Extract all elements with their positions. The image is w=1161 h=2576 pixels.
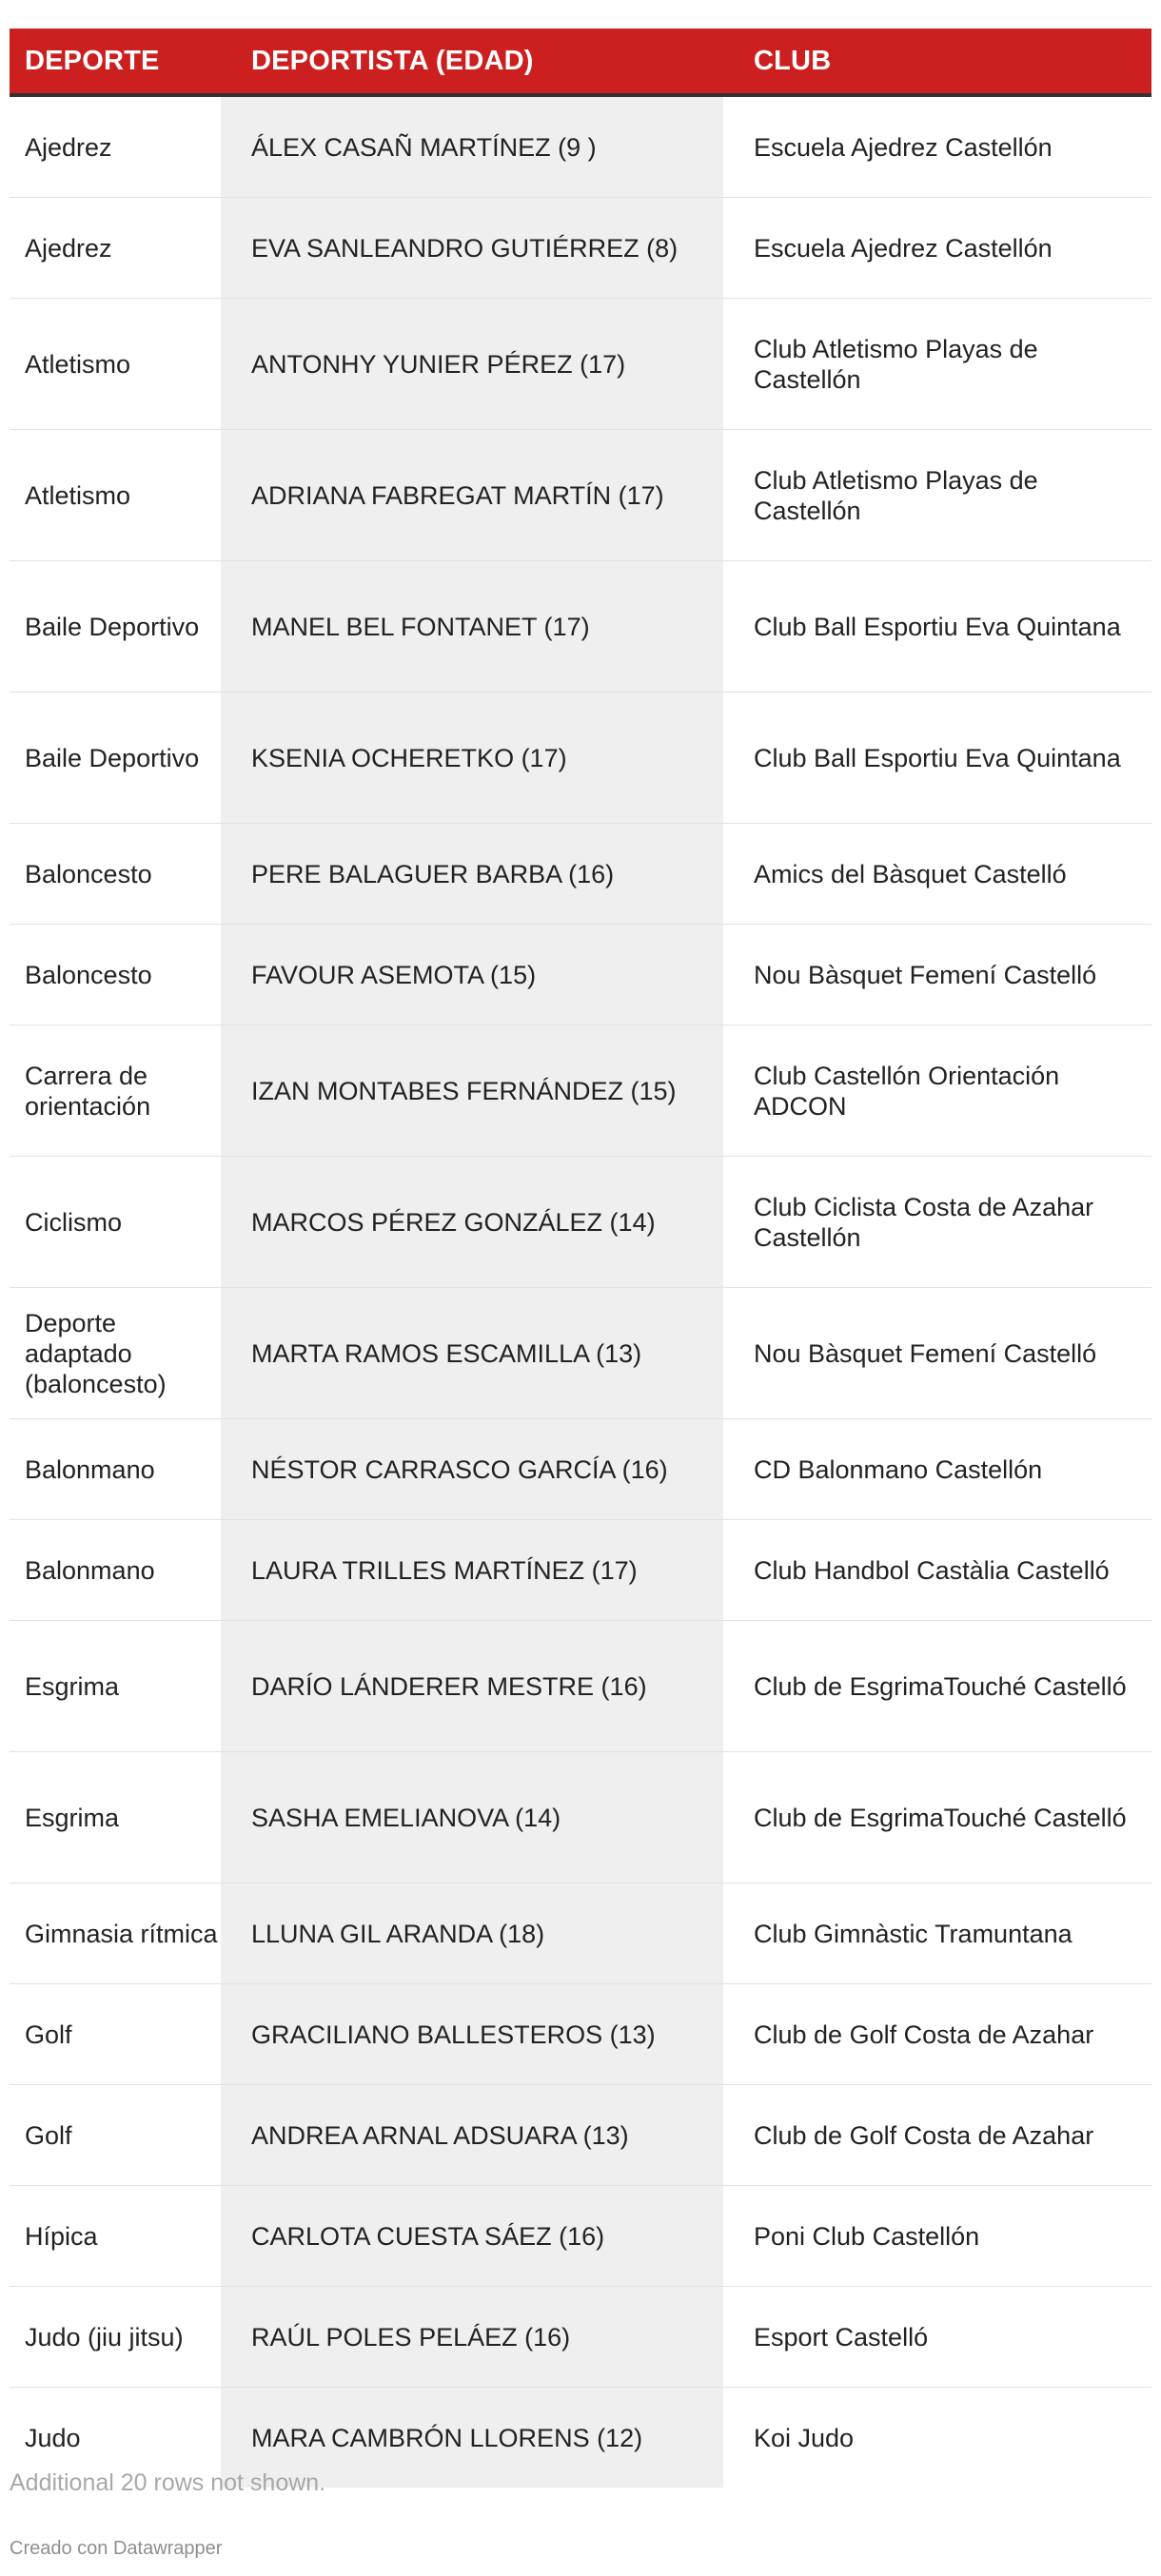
cell-club: Esport Castelló (723, 2287, 1151, 2388)
cell-athlete: SASHA EMELIANOVA (14) (221, 1752, 723, 1883)
table-row (10, 1621, 1151, 1752)
table-row (10, 1419, 1151, 1520)
cell-sport: Atletismo (10, 430, 221, 561)
cell-athlete: ANDREA ARNAL ADSUARA (13) (221, 2085, 723, 2186)
cell-sport: Esgrima (10, 1752, 221, 1883)
cell-sport: Ciclismo (10, 1157, 221, 1288)
column-header-club[interactable]: CLUB (723, 29, 1151, 95)
table-row (10, 1752, 1151, 1883)
cell-athlete: RAÚL POLES PELÁEZ (16) (221, 2287, 723, 2388)
cell-athlete: ADRIANA FABREGAT MARTÍN (17) (221, 430, 723, 561)
cell-athlete: IZAN MONTABES FERNÁNDEZ (15) (221, 1025, 723, 1157)
table-row (10, 1157, 1151, 1288)
cell-sport: Carrera de orientación (10, 1025, 221, 1157)
cell-athlete: MARCOS PÉREZ GONZÁLEZ (14) (221, 1157, 723, 1288)
cell-club: Club Ball Esportiu Eva Quintana (723, 561, 1151, 693)
cell-club: Club de EsgrimaTouché Castelló (723, 1752, 1151, 1883)
table-row (10, 2085, 1151, 2186)
cell-athlete: ANTONHY YUNIER PÉREZ (17) (221, 299, 723, 430)
cell-sport: Baile Deportivo (10, 561, 221, 693)
column-header-athlete[interactable]: DEPORTISTA (EDAD) (221, 29, 723, 95)
cell-athlete: MARTA RAMOS ESCAMILLA (13) (221, 1288, 723, 1419)
cell-club: Club de Golf Costa de Azahar (723, 1984, 1151, 2085)
cell-club: Escuela Ajedrez Castellón (723, 198, 1151, 299)
table-row (10, 2287, 1151, 2388)
table-row (10, 925, 1151, 1025)
cell-athlete: LAURA TRILLES MARTÍNEZ (17) (221, 1520, 723, 1621)
table-row (10, 1520, 1151, 1621)
cell-sport: Esgrima (10, 1621, 221, 1752)
cell-athlete: MARA CAMBRÓN LLORENS (12) (221, 2388, 723, 2488)
table-row (10, 693, 1151, 824)
cell-athlete: KSENIA OCHERETKO (17) (221, 693, 723, 824)
cell-club: Club de Golf Costa de Azahar (723, 2085, 1151, 2186)
cell-sport: Ajedrez (10, 198, 221, 299)
cell-athlete: FAVOUR ASEMOTA (15) (221, 925, 723, 1025)
cell-club: Club Ciclista Costa de Azahar Castellón (723, 1157, 1151, 1288)
table-row (10, 1883, 1151, 1984)
cell-sport: Ajedrez (10, 95, 221, 198)
header-row (10, 29, 1151, 95)
cell-club: Club de EsgrimaTouché Castelló (723, 1621, 1151, 1752)
table-row (10, 430, 1151, 561)
table-row (10, 1288, 1151, 1419)
cell-athlete: LLUNA GIL ARANDA (18) (221, 1883, 723, 1984)
table-row (10, 299, 1151, 430)
cell-athlete: NÉSTOR CARRASCO GARCÍA (16) (221, 1419, 723, 1520)
cell-sport: Baile Deportivo (10, 693, 221, 824)
cell-club: Club Castellón Orientación ADCON (723, 1025, 1151, 1157)
table-row (10, 1025, 1151, 1157)
cell-sport: Gimnasia rítmica (10, 1883, 221, 1984)
cell-athlete: PERE BALAGUER BARBA (16) (221, 824, 723, 925)
table-row (10, 1984, 1151, 2085)
table-row (10, 198, 1151, 299)
cell-club: Nou Bàsquet Femení Castelló (723, 925, 1151, 1025)
cell-club: Poni Club Castellón (723, 2186, 1151, 2287)
cell-sport: Baloncesto (10, 824, 221, 925)
cell-club: Koi Judo (754, 2423, 855, 2452)
cell-sport: Judo (jiu jitsu) (10, 2287, 221, 2388)
cell-athlete: ÁLEX CASAÑ MARTÍNEZ (9 ) (221, 95, 723, 198)
cell-athlete: DARÍO LÁNDERER MESTRE (16) (221, 1621, 723, 1752)
cell-club: Nou Bàsquet Femení Castelló (723, 1288, 1151, 1419)
cell-athlete: GRACILIANO BALLESTEROS (13) (221, 1984, 723, 2085)
cell-sport: Golf (10, 2085, 221, 2186)
cell-athlete: CARLOTA CUESTA SÁEZ (16) (221, 2186, 723, 2287)
cell-sport: Hípica (10, 2186, 221, 2287)
cell-club: Club Atletismo Playas de Castellón (723, 299, 1151, 430)
cell-club: CD Balonmano Castellón (723, 1419, 1151, 1520)
cell-sport: Balonmano (10, 1419, 221, 1520)
table-body (10, 95, 1151, 2488)
cell-sport: Judo (25, 2423, 81, 2452)
table-row (10, 95, 1151, 198)
cell-sport: Balonmano (10, 1520, 221, 1621)
cell-sport: Atletismo (10, 299, 221, 430)
athletes-table (10, 29, 1151, 2488)
cell-athlete: EVA SANLEANDRO GUTIÉRREZ (8) (221, 198, 723, 299)
table-row (10, 824, 1151, 925)
table-row (10, 561, 1151, 693)
cell-club: Club Gimnàstic Tramuntana (723, 1883, 1151, 1984)
hidden-rows-note: Additional 20 rows not shown. (10, 2469, 326, 2496)
cell-club: Escuela Ajedrez Castellón (723, 95, 1151, 198)
cell-club: Club Atletismo Playas de Castellón (723, 430, 1151, 561)
cell-club: Club Handbol Castàlia Castelló (723, 1520, 1151, 1621)
column-header-sport[interactable]: DEPORTE (10, 29, 221, 95)
cell-sport: Golf (10, 1984, 221, 2085)
datawrapper-credit: Creado con Datawrapper (10, 2538, 223, 2559)
table-header (10, 29, 1151, 95)
cell-athlete: MANEL BEL FONTANET (17) (221, 561, 723, 693)
cell-club: Club Ball Esportiu Eva Quintana (723, 693, 1151, 824)
cell-sport: Deporte adaptado (baloncesto) (10, 1288, 221, 1419)
table-row (10, 2186, 1151, 2287)
cell-sport: Baloncesto (10, 925, 221, 1025)
cell-club: Amics del Bàsquet Castelló (723, 824, 1151, 925)
